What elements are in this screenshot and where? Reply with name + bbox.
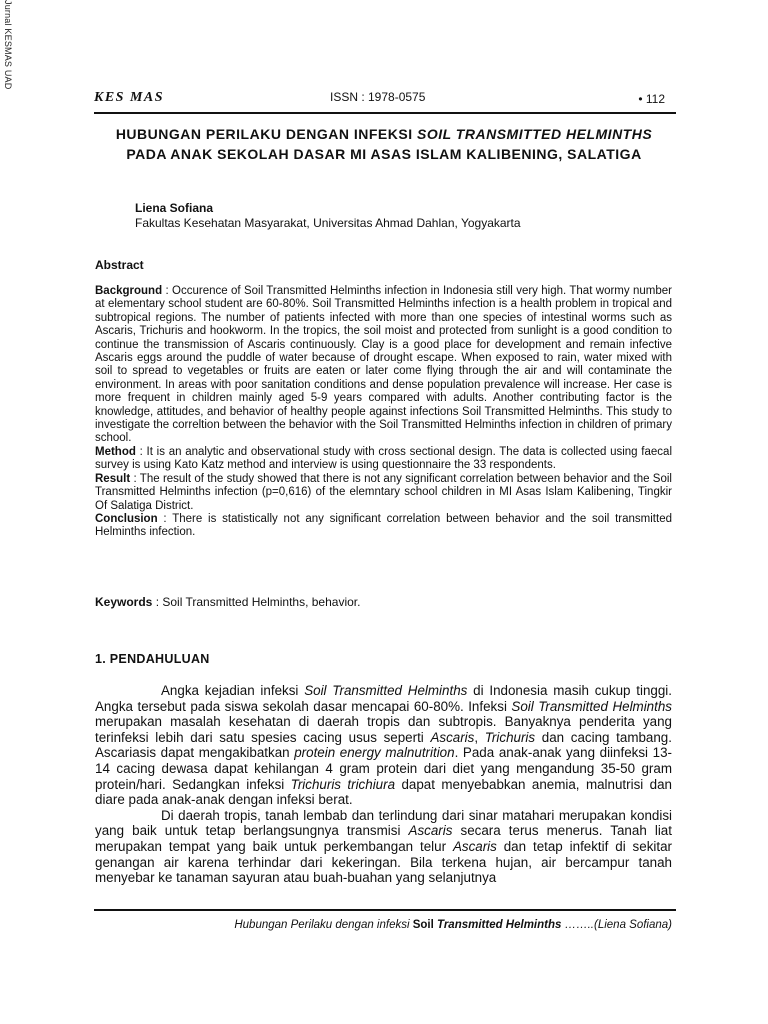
abstract-conclusion bbox=[95, 513, 672, 540]
text-run: Di daerah tropis, tanah lembab dan terlindung dari sinar matahari merupakan kondisi yang baik untuk tetap berlangsungnya transmisi bbox=[95, 807, 672, 839]
abstract-result bbox=[95, 473, 672, 513]
text-run: dan tetap infektif di sekitar genangan air karena terhindar dari kekeringan. Bila terkena hujan, air bercampur tanah menyebar ke tanaman sayuran atau buah-buahan yang selanjutnya bbox=[95, 838, 672, 886]
abstract-heading: Abstract bbox=[95, 258, 144, 272]
method-label: Method bbox=[95, 445, 136, 458]
italic-run: Ascaris bbox=[452, 838, 497, 854]
text-run: merupakan masalah kesehatan di daerah tropis dan subtropis. Banyaknya penderita yang terinfeksi lebih dari satu spesies cacing usus seperti bbox=[95, 714, 672, 745]
italic-run: Ascaris bbox=[430, 729, 475, 745]
keywords-label: Keywords bbox=[95, 595, 153, 609]
background-label: Background bbox=[95, 285, 163, 297]
issn: ISSN : 1978-0575 bbox=[330, 90, 426, 104]
footer-rule bbox=[94, 909, 676, 911]
paper-title bbox=[110, 124, 658, 164]
footer-prefix: Hubungan Perilaku dengan infeksi bbox=[234, 919, 413, 931]
abstract-body bbox=[95, 285, 672, 540]
footer-bold-italic: Transmitted Helminths bbox=[437, 919, 562, 931]
author-affiliation: Fakultas Kesehatan Masyarakat, Universitas Ahmad Dahlan, Yogyakarta bbox=[135, 216, 521, 230]
conclusion-text: : There is statistically not any significant correlation between behavior and the soil transmitted Helminths infection. bbox=[95, 512, 672, 539]
text-run: . Pada anak-anak yang diinfeksi 13-14 cacing dewasa dapat kehilangan 4 gram protein dari diet yang mengandung 35-50 gram protein/hari. Sedangkan infeksi bbox=[95, 745, 672, 792]
text-run: dan cacing tambang. Ascariasis dapat mengakibatkan bbox=[95, 729, 672, 761]
page-number: • 112 bbox=[638, 92, 665, 106]
italic-run: Soil Transmitted Helminths bbox=[304, 683, 468, 698]
italic-run: Trichuris trichiura bbox=[290, 776, 396, 792]
text-run: , bbox=[474, 729, 485, 745]
section-heading: 1. PENDAHULUAN bbox=[95, 652, 210, 666]
text-run: Angka kejadian infeksi bbox=[161, 683, 305, 698]
page-header bbox=[94, 90, 671, 110]
text-run: di Indonesia masih cukup tinggi. Angka tersebut pada siswa sekolah dasar mencapai 60-80%. Infeksi bbox=[95, 683, 672, 714]
result-label: Result bbox=[95, 472, 131, 485]
italic-run: Trichuris bbox=[484, 729, 536, 745]
abstract-method bbox=[95, 446, 672, 473]
introduction-body bbox=[95, 683, 672, 886]
text-run: secara terus menerus. Tanah liat merupakan tempat yang baik untuk perkembangan telur bbox=[95, 823, 672, 854]
text-run: dapat menyebabkan anemia, malnutrisi dan diare pada anak-anak dengan infeksi berat. bbox=[95, 776, 672, 808]
italic-run: Ascaris bbox=[408, 823, 453, 839]
title-part-3: PADA ANAK SEKOLAH DASAR MI ASAS ISLAM KALIBENING, SALATIGA bbox=[126, 146, 642, 162]
italic-run: protein energy malnutrition bbox=[294, 745, 455, 761]
keywords bbox=[95, 595, 672, 609]
italic-run: Soil Transmitted Helminths bbox=[511, 698, 672, 714]
conclusion-label: Conclusion bbox=[95, 512, 158, 525]
footer-suffix: ……..(Liena Sofiana) bbox=[561, 919, 672, 931]
author-name: Liena Sofiana bbox=[135, 201, 214, 215]
journal-side-label: Jurnal KESMAS UAD bbox=[3, 0, 13, 90]
intro-paragraph-1 bbox=[95, 683, 672, 808]
header-rule bbox=[94, 112, 676, 114]
background-text: : Occurence of Soil Transmitted Helminths infection in Indonesia still very high. That wormy number at elementary school student are 60-80%. Soil Transmitted Helminths infection is a health problem in tropical and subtropical regions. The number of patients infected with more than one species of intestinal worms such as Ascaris, Trichuris and hookworm. In the tropics, the soil moist and protected from sunlight is a good condition to continue the transmission of Ascaris continuously. Clay is a good place for development and remain infective Ascaris eggs around the puddle of water because of drought escape. When exposed to rain, water mixed with soil to spread to vegetables or fruits are eaten or later come flying through the air and will contaminate the environment. In areas with poor sanitation conditions and dense population prevalence will increase. Her case is more frequent in children mainly aged 5-9 years compared with adults. Another contributing factor is the knowledge, attitudes, and behavior of healthy people against infections Soil Transmitted Helminths. This study to investigate the correltion between the behavior with the Soil Transmitted Helminths infection in children of primary school. bbox=[95, 285, 672, 445]
keywords-text: : Soil Transmitted Helminths, behavior. bbox=[152, 595, 361, 609]
title-part-1: HUBUNGAN PERILAKU DENGAN INFEKSI bbox=[115, 126, 417, 142]
result-text: : The result of the study showed that there is not any significant correlation between behavior and the Soil Transmitted Helminths infection (p=0,616) of the elemntary school children in MI Asas Islam Kalibening, Tingkir Of Salatiga District. bbox=[95, 472, 672, 512]
intro-paragraph-2 bbox=[95, 808, 672, 886]
method-text: : It is an analytic and observational study with cross sectional design. The data is collected using faecal survey is using Kato Katz method and interview is using questionnaire the 33 respondents. bbox=[95, 445, 672, 472]
title-part-2: SOIL TRANSMITTED HELMINTHS bbox=[417, 126, 653, 142]
running-footer bbox=[94, 919, 672, 931]
journal-name: KES MAS bbox=[94, 90, 165, 105]
footer-bold-soil: Soil bbox=[412, 919, 437, 931]
abstract-background bbox=[95, 285, 672, 446]
